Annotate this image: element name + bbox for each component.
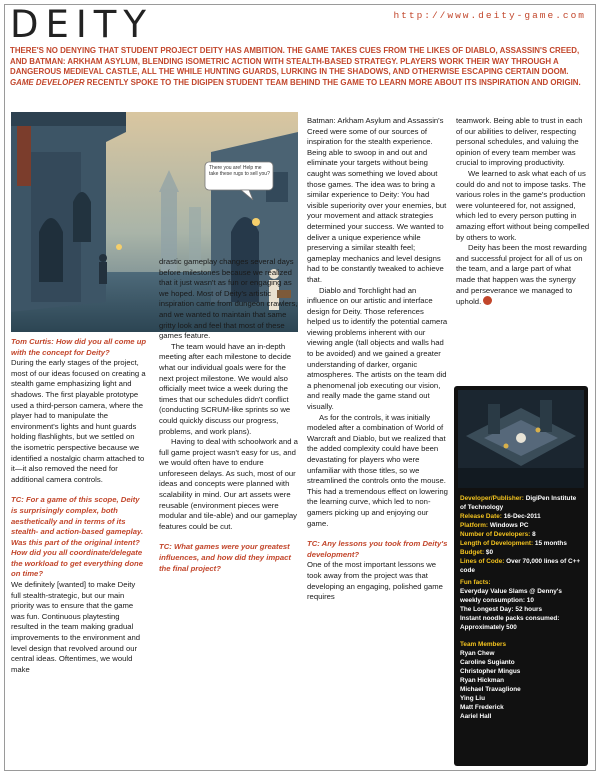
team-member: Ying Liu <box>460 695 485 702</box>
fun-fact: Instant noodle packs consumed: Approximately 500 <box>460 615 560 631</box>
team-member: Matt Frederick <box>460 704 504 711</box>
intro-text-2: RECENTLY SPOKE TO THE DIGIPEN STUDENT TEAM BEHIND THE GAME TO LEARN MORE ABOUT ITS INSPIRATION AND ORIGIN. <box>84 77 581 87</box>
fun-facts-heading: Fun facts: <box>460 579 491 586</box>
article-column-3 <box>307 116 448 603</box>
article-column-1 <box>11 337 147 675</box>
fun-fact: Everyday Value Slams @ Denny's weekly consumption: 10 <box>460 588 562 604</box>
question-2: TC: For a game of this scope, Deity is surprisingly complex, both aesthetically and in terms of its stealth- and action-based gameplay. Was this part of the original intent? How did you all coordinate/delegate the workload to get everything done on time? <box>11 495 144 579</box>
developers-count-row: Number of Developers: 8 <box>460 531 536 538</box>
column-2-paragraph-2: The team would have an in-depth meeting after each milestone to decide what our individual goals were for the next project milestone. We would also officially meet twice a week during the times that our schedules didn't conflict (conducting SCRUM-like sprints so we could quickly discuss our progress, problems, and work plans). <box>159 341 292 436</box>
fact-box-details <box>458 488 584 721</box>
game-logo: DEITY <box>10 3 153 46</box>
column-4-paragraph-1: teamwork. Being able to trust in each of our abilities to deliver, respecting personal schedules, and valuing the opinion of every team member was crucial to improving productivity. <box>456 116 583 168</box>
platform-row: Platform: Windows PC <box>460 522 529 529</box>
question-3: TC: What games were your greatest influences, and how did they impact the final project? <box>159 542 291 573</box>
lines-of-code-row: Lines of Code: Over 70,000 lines of C++ code <box>460 558 581 574</box>
team-member: Aariel Hall <box>460 713 492 720</box>
publication-name: GAME DEVELOPER <box>10 77 85 87</box>
column-3-paragraph-3: As for the controls, it was initially modeled after a combination of World of Warcraft and Diablo, but we realized that the added complexity could have been devastating for players who were unfamiliar with those titles, so we streamlined the controls onto the mouse. This had a tremendous effect on lowering the learning curve, which led to non-gamers picking up and enjoying our game. <box>307 412 448 528</box>
speech-bubble-text: There you are! Help me take these rugs to sell you? <box>209 165 270 178</box>
column-3-paragraph-4: One of the most important lessons we took away from the project was that developing an engaging, polished game requires <box>307 560 443 602</box>
team-member: Christopher Mingus <box>460 668 521 675</box>
answer-1: During the early stages of the project, most of our ideas focused on creating a stealth game emphasizing light and shadows. The first playable prototype used a third-person camera, where the player had to manipulate the environment's lights and hunt guards holding flashlights, but we settled on the isometric perspective because we identified a nostalgic charm attached to it—it also removed the need for additional camera controls. <box>11 358 146 484</box>
team-member: Caroline Sugianto <box>460 659 515 666</box>
closing-text: Deity has been the most rewarding and successful project for all of us on the team, and a large part of what made that happen was the synergy and perseverance we managed to uphold. <box>456 243 587 307</box>
paragraph-gap <box>159 532 302 542</box>
developer-row: Developer/Publisher: DigiPen Institute of Technology <box>460 495 577 511</box>
column-4-paragraph-3 <box>456 243 590 308</box>
team-members-heading: Team Members <box>460 641 507 648</box>
question-4: TC: Any lessons you took from Deity's development? <box>307 539 448 559</box>
development-length-row: Length of Development: 15 months <box>460 540 567 547</box>
team-member: Michael Travaglione <box>460 686 521 693</box>
isometric-gameplay-image <box>458 390 584 488</box>
paragraph-gap <box>11 485 147 495</box>
game-fact-box <box>454 386 588 766</box>
article-column-2 <box>159 257 302 574</box>
article-column-4 <box>456 116 590 308</box>
team-member: Ryan Chew <box>460 650 495 657</box>
intro-paragraph <box>10 46 592 88</box>
question-1: Tom Curtis: How did you all come up with the concept for Deity? <box>11 337 147 357</box>
website-link[interactable]: http://www.deity-game.com <box>393 10 586 21</box>
paragraph-gap <box>307 529 448 539</box>
column-2-paragraph-1: drastic gameplay changes several days before milestones because we realized that it just wasn't as fun or engaging as we hoped. Most of Deity's artistic inspiration came from dungeon crawlers, and we wanted to maintain that same gritty look and feel that most of these games feature. <box>159 257 298 341</box>
column-4-paragraph-2: We learned to ask what each of us could do and not to impose tasks. The various roles in the game's production were volunteered for, not assigned, which led to every person putting in amazing effort without being compelled by others to work. <box>456 168 590 242</box>
intro-text-1: THERE'S NO DENYING THAT STUDENT PROJECT DEITY HAS AMBITION. THE GAME TAKES CUES FROM THE LIKES OF DIABLO, ASSASSIN'S CREED, AND BATMAN: ARKHAM ASYLUM, BLENDING ISOMETRIC ACTION WITH STEALTH-BASED STRATEGY. PLAYERS WORK THEIR WAY THROUGH A DANGEROUS MEDIEVAL CASTLE, ALL THE WHILE HUNTING GUARDS, LURKING IN THE SHADOWS, AND OTHERWISE ESCAPING CERTAIN DOOM. <box>10 46 580 77</box>
end-of-article-icon <box>483 296 492 305</box>
budget-row: Budget: $0 <box>460 549 494 556</box>
column-3-paragraph-1: Batman: Arkham Asylum and Assassin's Creed were some of our sources of inspiration for the stealth experience. Being able to swoop in and out and eliminate your targets without being caught was something we loved about those games. The idea was to bring a similar experience to Deity: You had visible superiority over your enemies, but your movement and attack strategies determined your success. We wanted to deliver a unique experience while preserving a similar stealth feel; gameplay mechanics and level designs had to be constantly tweaked to achieve that. <box>307 116 447 284</box>
team-member: Ryan Hickman <box>460 677 505 684</box>
answer-2: We definitely [wanted] to make Deity full stealth-strategic, but our main priority was to ensure that the game was fun. Continuous playtesting resulted in the team making gradual improvements to the environment and level design that revolved around our central ideas. Oftentimes, we would make <box>11 580 141 674</box>
column-2-paragraph-3: Having to deal with schoolwork and a full game project wasn't easy for us, and we would often have to endure unforeseen delays. As such, most of our ideas and concepts were planned with scalability in mind. Our art assets were reusable (environment pieces were modular and tile-able) and our gameplay features could be cut. <box>159 437 298 531</box>
game-screenshot <box>458 390 584 488</box>
release-row: Release Date: 16-Dec-2011 <box>460 513 541 520</box>
column-3-paragraph-2: Diablo and Torchlight had an influence on our artistic and interface design for Deity. Those references helped us to identify the potential camera viewing problems inherent with our viewing angle (tall objects and walls had to be avoided) and we gained a greater understanding of darker, organic atmospheres. The artists on the team did a phenomenal job executing our vision, and really made the game stand out visually. <box>307 285 448 412</box>
fun-fact: The Longest Day: 52 hours <box>460 606 543 613</box>
